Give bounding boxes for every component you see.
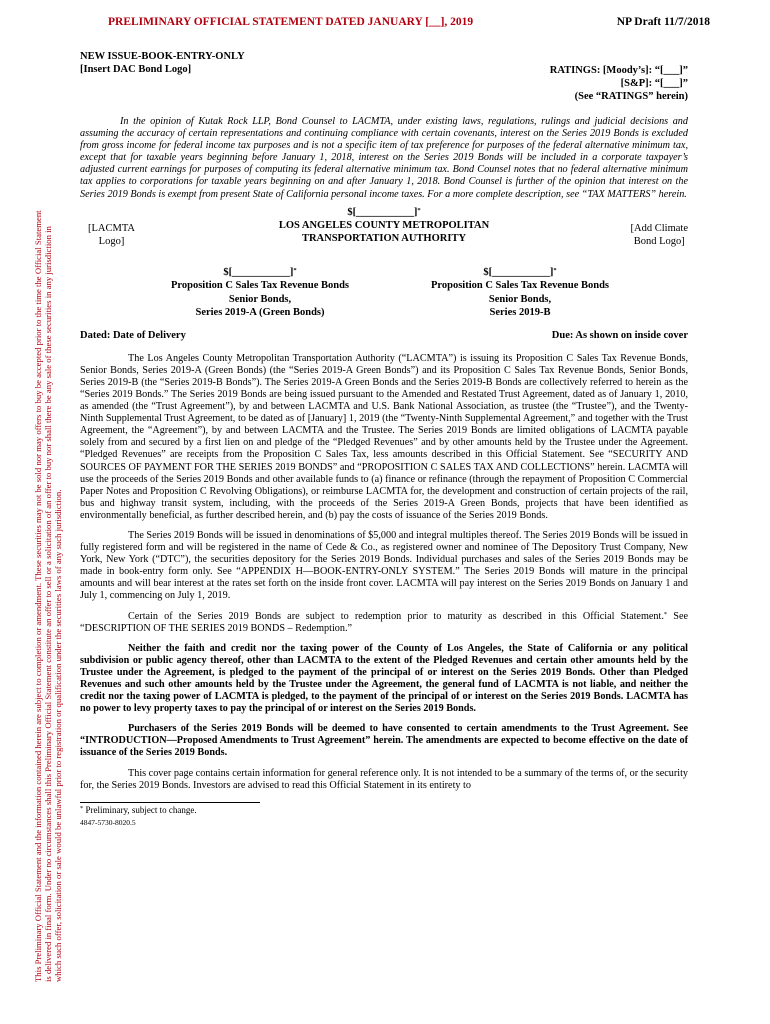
ratings-moodys: RATINGS: [Moody’s]: “[___]” xyxy=(549,65,688,76)
legend-line-2: is delivered in final form. Under no circumstances shall this Preliminary Official Statement constitute an offer to sell or a solicitation of an offer to buy nor shall there be any sale of these securities in any jurisdiction in xyxy=(43,226,53,982)
legend-line-1: This Preliminary Official Statement and the information contained herein are subject to completion or amendment. These securities may not be sold nor may offers to buy be accepted prior to the time the Official Statement xyxy=(33,210,43,982)
cover-content xyxy=(80,50,688,827)
series-b-line-2: Senior Bonds, xyxy=(488,293,552,305)
paragraph-denominations: The Series 2019 Bonds will be issued in denominations of $5,000 and integral multiples thereof. The Series 2019 Bonds will be issued in fully registered form and will be registered in the name of Cede & Co., as registered owner and nominee of The Depository Trust Company, New York, New York (“DTC”), the securities depository for the Series 2019 Bonds. Individual purchases and sales of the Series 2019 Bonds may be made in book-entry form only. See “APPENDIX H—BOOK-ENTRY-ONLY SYSTEM.” The Series 2019 Bonds will mature in the principal amounts and will bear interest at the rates set forth on the inside front cover. LACMTA will pay interest on the Series 2019 Bonds on January 1 and July 1, commencing on July 1, 2019. xyxy=(80,529,688,602)
issuer-line-2: TRANSPORTATION AUTHORITY xyxy=(301,232,467,244)
ratings-block xyxy=(550,64,688,103)
series-a-amount: $[___________] xyxy=(223,266,294,278)
total-amount-mark: * xyxy=(417,206,421,214)
total-amount: $[___________] xyxy=(347,206,418,218)
series-b-amount: $[___________] xyxy=(483,266,554,278)
climate-bond-logo-placeholder xyxy=(631,222,688,248)
paragraph-amendments: Purchasers of the Series 2019 Bonds will be deemed to have consented to certain amendments to the Trust Agreement. See “INTRODUCTION—Proposed Amendments to Trust Agreement” herein. The amendments are expected to become effective on the date of issuance of the Series 2019 Bonds. xyxy=(80,723,688,759)
series-2019a-title xyxy=(160,266,360,320)
issue-ratings-block xyxy=(80,50,688,102)
page-header xyxy=(108,16,710,30)
footnote xyxy=(80,805,688,816)
issuer-name xyxy=(80,206,688,245)
series-a-mark: * xyxy=(293,266,297,274)
lacmta-logo-line-2: Logo] xyxy=(98,235,125,247)
climate-logo-line-1: [Add Climate xyxy=(630,222,688,234)
footnote-divider xyxy=(80,802,260,803)
series-2019b-title xyxy=(400,266,640,320)
series-titles xyxy=(80,266,688,328)
preliminary-disclaimer-legend xyxy=(33,38,63,982)
dac-logo-placeholder: [Insert DAC Bond Logo] xyxy=(80,64,192,75)
issuer-line-1: LOS ANGELES COUNTY METROPOLITAN xyxy=(278,219,490,231)
lacmta-logo-line-1: [LACMTA xyxy=(88,222,135,234)
document-number: 4847-5730-8020.5 xyxy=(80,817,136,827)
series-b-line-3: Series 2019-B xyxy=(489,307,551,319)
due-label: Due: As shown on inside cover xyxy=(551,329,688,341)
redemption-mark: * xyxy=(663,610,668,618)
lacmta-logo-placeholder xyxy=(88,222,135,248)
draft-label: NP Draft 11/7/2018 xyxy=(616,16,710,28)
paragraph-redemption xyxy=(80,611,688,635)
preliminary-title: PRELIMINARY OFFICIAL STATEMENT DATED JANUARY [__], 2019 xyxy=(108,16,474,28)
series-a-line-3: Series 2019-A (Green Bonds) xyxy=(195,307,325,319)
redemption-see: See “DESCRIPTION OF THE SERIES 2019 BONDS – Redemption.” xyxy=(80,610,689,634)
paragraph-issuance: The Los Angeles County Metropolitan Transportation Authority (“LACMTA”) is issuing its Proposition C Sales Tax Revenue Bonds, Senior Bonds, Series 2019-A (Green Bonds) (the “Series 2019-A Green Bonds”) and its Proposition C Sales Tax Revenue Bonds, Senior Bonds, Series 2019-B (the “Series 2019-B Bonds”). The Series 2019-A Green Bonds and the Series 2019-B Bonds are collectively referred to herein as the “Series 2019 Bonds.” The Series 2019 Bonds are being issued pursuant to the Amended and Restated Trust Agreement, dated as of January 1, 2010, as amended (the “Trust Agreement”), by and between LACMTA and U.S. Bank National Association, as trustee (the “Trustee”), and the Twenty-Ninth Supplemental Trust Agreement, to be dated as of [January] 1, 2019 (the “Twenty-Ninth Supplemental Agreement,” and together with the Trust Agreement, the “Agreement”), by and between LACMTA and the Trustee. The Series 2019 Bonds are limited obligations of LACMTA payable solely from and secured by a first lien on and pledge of the “Pledged Revenues” and by other amounts held by the Trustee under the Agreement. “Pledged Revenues” are receipts from the Proposition C Sales Tax, less amounts described in this Official Statement. See “SECURITY AND SOURCES OF PAYMENT FOR THE SERIES 2019 BONDS” and “PROPOSITION C SALES TAX AND COLLECTIONS” herein. LACMTA will use the proceeds of the Series 2019 Bonds and other available funds to (a) finance or refinance (through the repayment of Proposition C Commercial Paper Notes and Proposition C Revolving Obligations), or reimburse LACMTA for, the development and construction of certain projects of the rail, bus and highway transit system, including, with the proceeds of the Series 2019-A Green Bonds, projects that have been identified as environmentally beneficial, as further described herein, and (b) pay the costs of issuance of the Series 2019 Bonds. xyxy=(80,352,688,521)
dated-due-row xyxy=(80,330,688,345)
series-a-line-1: Proposition C Sales Tax Revenue Bonds xyxy=(170,280,350,292)
series-b-mark: * xyxy=(553,266,557,274)
paragraph-limited-obligation: Neither the faith and credit nor the taxing power of the County of Los Angeles, the State of California or any political subdivision or public agency thereof, other than LACMTA to the extent of the Pledged Revenues and certain other amounts held by the Trustee under the Agreement, is pledged to the payment of the principal of or interest on the Series 2019 Bonds. Other than Pledged Revenues and such other amounts held by the Trustee under the Agreement, the general fund of LACMTA is not liable, and neither the credit nor the taxing power of LACMTA is pledged, to the payment of the principal of or interest on the Series 2019 Bonds. LACMTA has no power to levy property taxes to pay the principal of or interest on the Series 2019 Bonds. xyxy=(80,642,688,715)
footnote-text: Preliminary, subject to change. xyxy=(85,804,197,815)
paragraph-cover-notice: This cover page contains certain information for general reference only. It is not intended to be a summary of the terms of, or the security for, the Series 2019 Bonds. Investors are advised to read this Official Statement in its entirety to xyxy=(80,767,688,791)
ratings-sp: [S&P]: “[___]” xyxy=(620,78,688,89)
tax-opinion-paragraph: In the opinion of Kutak Rock LLP, Bond Counsel to LACMTA, under existing laws, regulations, rulings and judicial decisions and assuming the accuracy of certain representations and continuing compliance with certain covenants, interest on the Series 2019 Bonds is excluded from gross income for federal income tax purposes and is not a specific item of tax preference for purposes of the federal alternative minimum tax, except that for taxable years beginning before January 1, 2018, interest on the Series 2019 Bonds will be included in a corporate taxpayer’s adjusted current earnings for purposes of computing its federal alternative minimum tax. Bond Counsel notes that no federal alternative minimum tax applies to corporations for taxable years beginning on and after January 1, 2018. Bond Counsel is further of the opinion that interest on the Series 2019 Bonds is exempt from present State of California personal income taxes. For a more complete description, see “TAX MATTERS” herein. xyxy=(80,116,688,200)
series-b-line-1: Proposition C Sales Tax Revenue Bonds xyxy=(430,280,610,292)
legend-line-3: which such offer, solicitation or sale would be unlawful prior to registration or qualification under the securities laws of any such jurisdiction. xyxy=(53,489,63,982)
ratings-see: (See “RATINGS” herein) xyxy=(574,91,688,102)
dated-label: Dated: Date of Delivery xyxy=(80,329,186,341)
footnote-mark: * xyxy=(80,804,84,812)
redemption-text: Certain of the Series 2019 Bonds are subject to redemption prior to maturity as described in this Official Statement. xyxy=(128,610,664,622)
series-a-line-2: Senior Bonds, xyxy=(228,293,292,305)
issuer-title-block xyxy=(80,206,688,266)
issue-line: NEW ISSUE-BOOK-ENTRY-ONLY xyxy=(80,51,245,62)
climate-logo-line-2: Bond Logo] xyxy=(633,235,685,247)
